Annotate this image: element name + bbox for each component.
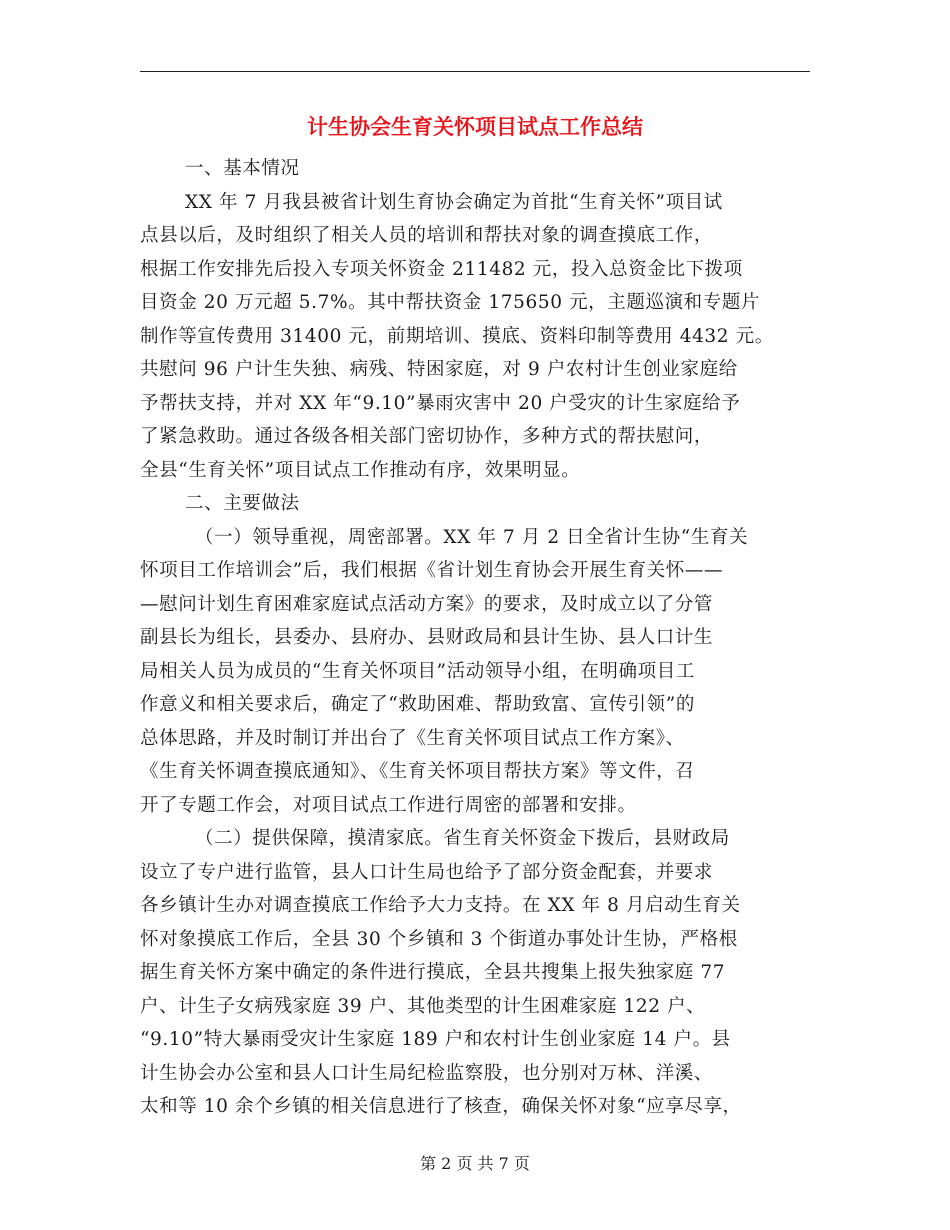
- text-line: 作意义和相关要求后，确定了“救助困难、帮助致富、宣传引领”的: [140, 694, 695, 715]
- text-line: 据生育关怀方案中确定的条件进行摸底，全县共搜集上报失独家庭 77: [140, 962, 726, 983]
- text-line: XX 年 7 月我县被省计划生育协会确定为首批“生育关怀”项目试: [185, 191, 723, 213]
- text-line: 点县以后，及时组织了相关人员的培训和帮扶对象的调查摸底工作，: [140, 225, 714, 246]
- text-line: “9.10”特大暴雨受灾计生家庭 189 户和农村计生创业家庭 14 户。县: [140, 1029, 731, 1050]
- text-line: 怀项目工作培训会”后，我们根据《省计划生育协会开展生育关怀——: [140, 560, 724, 581]
- document-body: [140, 152, 810, 1124]
- section-heading: 二、主要做法: [185, 493, 300, 514]
- paragraph-leadership: [140, 521, 810, 823]
- text-line: 户、计生子女病残家庭 39 户、其他类型的计生困难家庭 122 户、: [140, 995, 706, 1017]
- text-line: 副县长为组长，县委办、县府办、县财政局和县计生协、县人口计生: [140, 627, 714, 648]
- text-line: 目资金 20 万元超 5.7%。其中帮扶资金 175650 元，主题巡演和专题片: [140, 292, 761, 313]
- text-line: 根据工作安排先后投入专项关怀资金 211482 元，投入总资金比下拨项: [140, 258, 743, 280]
- text-line: 全县“生育关怀”项目试点工作推动有序，效果明显。: [140, 459, 581, 481]
- text-line: 计生协会办公室和县人口计生局纪检监察股，也分别对万林、洋溪、: [140, 1062, 714, 1084]
- text-line: 设立了专户进行监管，县人口计生局也给予了部分资金配套，并要求: [140, 861, 714, 883]
- text-line: 制作等宣传费用 31400 元，前期培训、摸底、资料印制等费用 4432 元。: [140, 325, 774, 347]
- text-line: 了紧急救助。通过各级各相关部门密切协作，多种方式的帮扶慰问，: [140, 426, 714, 447]
- text-line: —慰问计划生育困难家庭试点活动方案》的要求，及时成立以了分管: [140, 593, 714, 615]
- text-line: 总体思路，并及时制订并出台了《生育关怀项目试点工作方案》、: [140, 727, 685, 749]
- text-line: 共慰问 96 户计生失独、病残、特困家庭，对 9 户农村计生创业家庭给: [140, 359, 738, 380]
- document-title: 计生协会生育关怀项目试点工作总结: [307, 115, 643, 139]
- page-footer: 第 2 页 共 7 页: [420, 1154, 530, 1173]
- text-line: 开了专题工作会，对项目试点工作进行周密的部署和安排。: [140, 794, 637, 816]
- text-line: 各乡镇计生办对调查摸底工作给予大力支持。在 XX 年 8 月启动生育关: [140, 895, 741, 916]
- section-heading: 一、基本情况: [185, 158, 300, 179]
- paragraph-safeguards: [140, 822, 810, 1124]
- text-line: （一）领导重视，周密部署。XX 年 7 月 2 日全省计生协“生育关: [195, 526, 749, 548]
- text-line: （二）提供保障，摸清家底。省生育关怀资金下拨后，县财政局: [195, 828, 730, 849]
- text-line: 怀对象摸底工作后，全县 30 个乡镇和 3 个街道办事处计生协，严格根: [140, 928, 738, 950]
- text-line: 局相关人员为成员的“生育关怀项目”活动领导小组，在明确项目工: [140, 660, 695, 682]
- header-rule: [140, 71, 810, 72]
- paragraph-basic-situation: [140, 186, 810, 488]
- text-line: 予帮扶支持，并对 XX 年“9.10”暴雨灾害中 20 户受灾的计生家庭给予: [140, 392, 741, 414]
- text-line: 太和等 10 余个乡镇的相关信息进行了核查，确保关怀对象“应享尽享，: [140, 1096, 742, 1117]
- text-line: 《生育关怀调查摸底通知》、《生育关怀项目帮扶方案》等文件，召: [140, 761, 695, 782]
